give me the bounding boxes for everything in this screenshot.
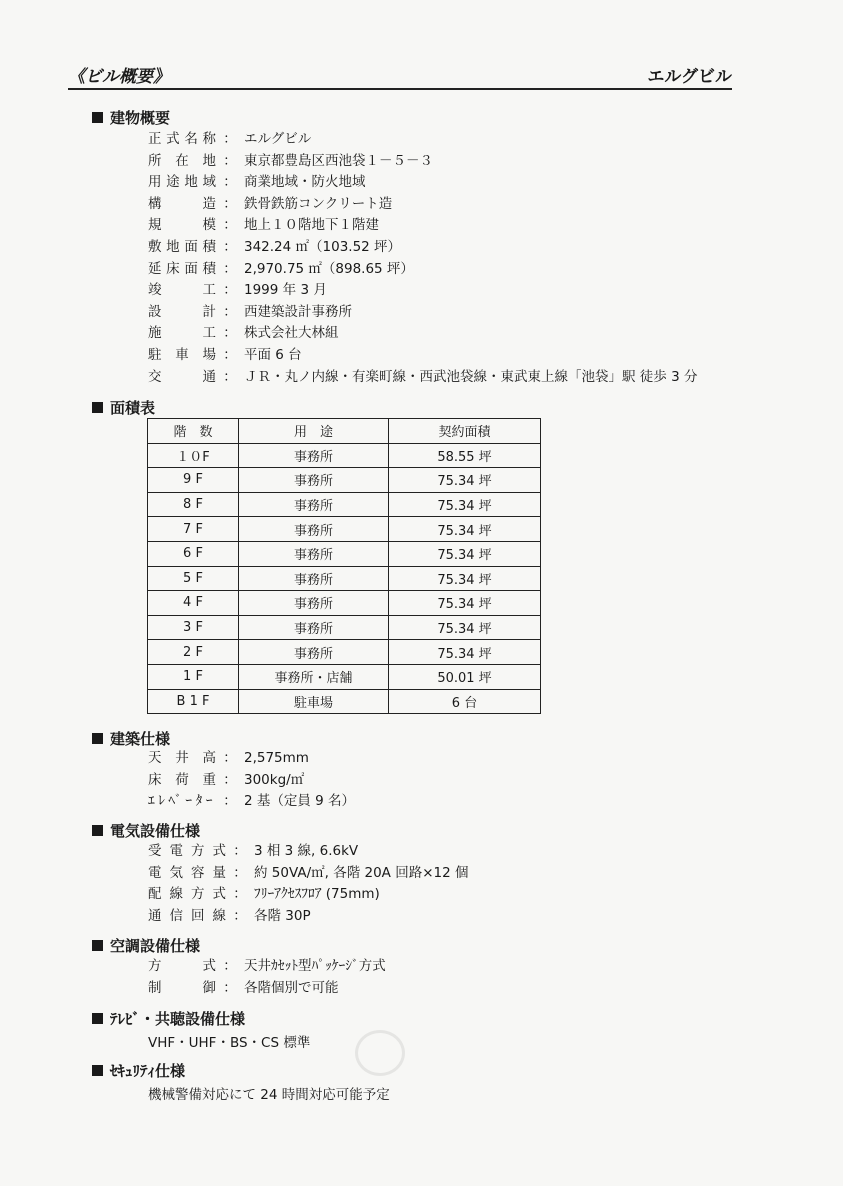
area-cell: 50.01 坪 <box>389 664 541 689</box>
spec-value: 鉄骨鉄筋コンクリート造 <box>244 195 393 212</box>
bullet-square-icon <box>92 402 103 413</box>
colon-separator: ： <box>223 750 237 766</box>
usage-cell: 事務所・店舗 <box>239 664 389 689</box>
area-table-title: 面積表 <box>110 399 156 417</box>
architecture-spec-title: 建築仕様 <box>110 730 171 748</box>
spec-key: 床 荷 重 <box>148 771 216 788</box>
colon-separator: ： <box>233 843 247 859</box>
area-cell: 6 台 <box>389 689 541 714</box>
spec-row <box>148 280 697 302</box>
spec-row <box>148 237 697 259</box>
colon-separator: ： <box>223 238 237 255</box>
colon-separator: ： <box>223 131 237 147</box>
spec-key: 延床面積 <box>148 260 216 277</box>
colon-separator: ： <box>223 325 237 342</box>
spec-row <box>148 129 697 151</box>
colon-separator: ： <box>223 282 237 299</box>
tv-spec-text: VHF・UHF・BS・CS 標準 <box>148 1035 311 1051</box>
floor-cell: 2 F <box>148 640 239 665</box>
spec-row <box>148 215 697 237</box>
colon-separator: ： <box>223 152 237 169</box>
security-spec-text: 機械警備対応にて 24 時間対応可能予定 <box>148 1087 390 1103</box>
usage-header: 用 途 <box>239 419 389 444</box>
usage-cell: 駐車場 <box>239 689 389 714</box>
spec-key: 電気容量 <box>148 864 226 881</box>
bullet-square-icon <box>92 733 103 744</box>
spec-value: 2,970.75 ㎡（898.65 坪） <box>244 260 414 277</box>
spec-value: ＪＲ・丸ノ内線・有楽町線・西武池袋線・東武東上線「池袋」駅 徒歩 3 分 <box>244 368 698 385</box>
spec-value: 2 基（定員 9 名） <box>244 793 356 810</box>
spec-key: ｴﾚﾍﾞｰﾀｰ <box>148 793 216 810</box>
floor-cell: １０F <box>148 443 239 468</box>
spec-value: エルグビル <box>244 131 312 147</box>
colon-separator: ： <box>223 260 237 277</box>
area-cell: 58.55 坪 <box>389 443 541 468</box>
page-header <box>68 62 732 86</box>
table-row <box>148 591 541 616</box>
usage-cell: 事務所 <box>239 443 389 468</box>
tv-spec-title: ﾃﾚﾋﾞ・共聴設備仕様 <box>110 1010 246 1028</box>
colon-separator: ： <box>233 864 247 881</box>
spec-key: 敷地面積 <box>148 238 216 255</box>
spec-row <box>148 748 355 770</box>
spec-key: 制 御 <box>148 979 216 996</box>
spec-value: 東京都豊島区西池袋１－５－３ <box>244 152 433 169</box>
spec-key: 竣 工 <box>148 282 216 299</box>
spec-key: 所 在 地 <box>148 152 216 169</box>
floor-cell: 6 F <box>148 541 239 566</box>
building-name: エルグビル <box>647 67 732 87</box>
table-row <box>148 689 541 714</box>
floor-cell: 3 F <box>148 615 239 640</box>
spec-key: 方 式 <box>148 958 216 974</box>
colon-separator: ： <box>223 368 237 385</box>
area-header: 契約面積 <box>389 419 541 444</box>
hvac-spec-title: 空調設備仕様 <box>110 937 201 955</box>
floor-header: 階 数 <box>148 419 239 444</box>
table-row <box>148 615 541 640</box>
spec-key: 配線方式 <box>148 886 226 903</box>
architecture-spec-heading <box>92 728 170 749</box>
colon-separator: ： <box>223 793 237 810</box>
spec-row <box>148 863 468 885</box>
header-rule <box>68 88 732 90</box>
colon-separator: ： <box>233 886 247 903</box>
section-title: 《ビル概要》 <box>68 67 170 87</box>
spec-key: 天 井 高 <box>148 750 216 766</box>
colon-separator: ： <box>223 195 237 212</box>
table-row <box>148 566 541 591</box>
spec-key: 受電方式 <box>148 843 226 859</box>
table-row <box>148 664 541 689</box>
spec-value: 地上１０階地下１階建 <box>244 217 379 234</box>
spec-key: 正式名称 <box>148 131 216 147</box>
spec-key: 通信回線 <box>148 907 226 924</box>
spec-row <box>148 259 697 281</box>
table-row <box>148 468 541 493</box>
floor-cell: 8 F <box>148 492 239 517</box>
colon-separator: ： <box>223 346 237 363</box>
electrical-spec-heading <box>92 820 200 841</box>
area-cell: 75.34 坪 <box>389 615 541 640</box>
floor-cell: 9 F <box>148 468 239 493</box>
colon-separator: ： <box>223 174 237 191</box>
tv-spec-heading <box>92 1008 245 1029</box>
floor-cell: B 1 F <box>148 689 239 714</box>
architecture-spec-list <box>148 748 355 813</box>
bullet-square-icon <box>92 1065 103 1076</box>
spec-key: 駐 車 場 <box>148 346 216 363</box>
usage-cell: 事務所 <box>239 541 389 566</box>
colon-separator: ： <box>223 979 237 996</box>
spec-value: 3 相 3 線, 6.6kV <box>254 843 359 859</box>
spec-row <box>148 323 697 345</box>
spec-value: 平面 6 台 <box>244 346 302 363</box>
usage-cell: 事務所 <box>239 640 389 665</box>
area-cell: 75.34 坪 <box>389 517 541 542</box>
spec-value: 各階個別で可能 <box>244 979 339 996</box>
colon-separator: ： <box>223 217 237 234</box>
spec-value: 天井ｶｾｯﾄ型ﾊﾟｯｹｰｼﾞ方式 <box>244 958 386 974</box>
spec-value: 342.24 ㎡（103.52 坪） <box>244 238 402 255</box>
area-table-heading <box>92 397 155 418</box>
table-row <box>148 443 541 468</box>
spec-value: 商業地域・防火地域 <box>244 174 366 191</box>
usage-cell: 事務所 <box>239 591 389 616</box>
spec-value: 1999 年 3 月 <box>244 282 327 299</box>
spec-key: 規 模 <box>148 217 216 234</box>
spec-row <box>148 367 697 389</box>
area-cell: 75.34 坪 <box>389 468 541 493</box>
spec-row <box>148 884 468 906</box>
spec-key: 用途地域 <box>148 174 216 191</box>
electrical-spec-title: 電気設備仕様 <box>110 822 201 840</box>
usage-cell: 事務所 <box>239 492 389 517</box>
bullet-square-icon <box>92 1013 103 1024</box>
spec-row <box>148 791 355 813</box>
spec-key: 設 計 <box>148 303 216 320</box>
colon-separator: ： <box>223 958 237 974</box>
spec-value: 各階 30P <box>254 907 311 924</box>
hvac-spec-list <box>148 956 386 999</box>
spec-value: 300kg/㎡ <box>244 771 305 788</box>
floor-cell: 4 F <box>148 591 239 616</box>
building-overview-list <box>148 129 697 388</box>
floor-cell: 1 F <box>148 664 239 689</box>
floor-cell: 7 F <box>148 517 239 542</box>
building-overview-heading <box>92 107 170 128</box>
usage-cell: 事務所 <box>239 468 389 493</box>
security-spec-heading <box>92 1060 185 1081</box>
table-row <box>148 492 541 517</box>
security-spec-title: ｾｷｭﾘﾃｨ仕様 <box>110 1062 186 1080</box>
spec-value: 約 50VA/㎡, 各階 20A 回路×12 個 <box>254 864 469 881</box>
spec-row <box>148 956 386 978</box>
spec-key: 施 工 <box>148 325 216 342</box>
colon-separator: ： <box>233 907 247 924</box>
spec-row <box>148 194 697 216</box>
floor-cell: 5 F <box>148 566 239 591</box>
hvac-spec-heading <box>92 935 200 956</box>
spec-row <box>148 841 468 863</box>
bullet-square-icon <box>92 940 103 951</box>
watermark-logo-icon <box>355 1030 405 1076</box>
bullet-square-icon <box>92 825 103 836</box>
area-table <box>147 418 541 714</box>
spec-value: 西建築設計事務所 <box>244 303 352 320</box>
colon-separator: ： <box>223 303 237 320</box>
area-cell: 75.34 坪 <box>389 591 541 616</box>
table-row <box>148 541 541 566</box>
spec-row <box>148 770 355 792</box>
area-cell: 75.34 坪 <box>389 541 541 566</box>
spec-row <box>148 978 386 1000</box>
spec-row <box>148 302 697 324</box>
usage-cell: 事務所 <box>239 517 389 542</box>
spec-value: 2,575mm <box>244 750 309 766</box>
table-row <box>148 517 541 542</box>
electrical-spec-list <box>148 841 468 927</box>
spec-row <box>148 906 468 928</box>
spec-row <box>148 151 697 173</box>
spec-key: 交 通 <box>148 368 216 385</box>
spec-key: 構 造 <box>148 195 216 212</box>
spec-value: ﾌﾘｰｱｸｾｽﾌﾛｱ (75mm) <box>254 886 380 903</box>
usage-cell: 事務所 <box>239 615 389 640</box>
spec-row <box>148 172 697 194</box>
usage-cell: 事務所 <box>239 566 389 591</box>
area-cell: 75.34 坪 <box>389 492 541 517</box>
table-row <box>148 640 541 665</box>
spec-row <box>148 345 697 367</box>
area-cell: 75.34 坪 <box>389 566 541 591</box>
area-cell: 75.34 坪 <box>389 640 541 665</box>
spec-value: 株式会社大林組 <box>244 325 339 342</box>
colon-separator: ： <box>223 771 237 788</box>
table-header-row <box>148 419 541 444</box>
building-overview-title: 建物概要 <box>110 109 171 127</box>
bullet-square-icon <box>92 112 103 123</box>
